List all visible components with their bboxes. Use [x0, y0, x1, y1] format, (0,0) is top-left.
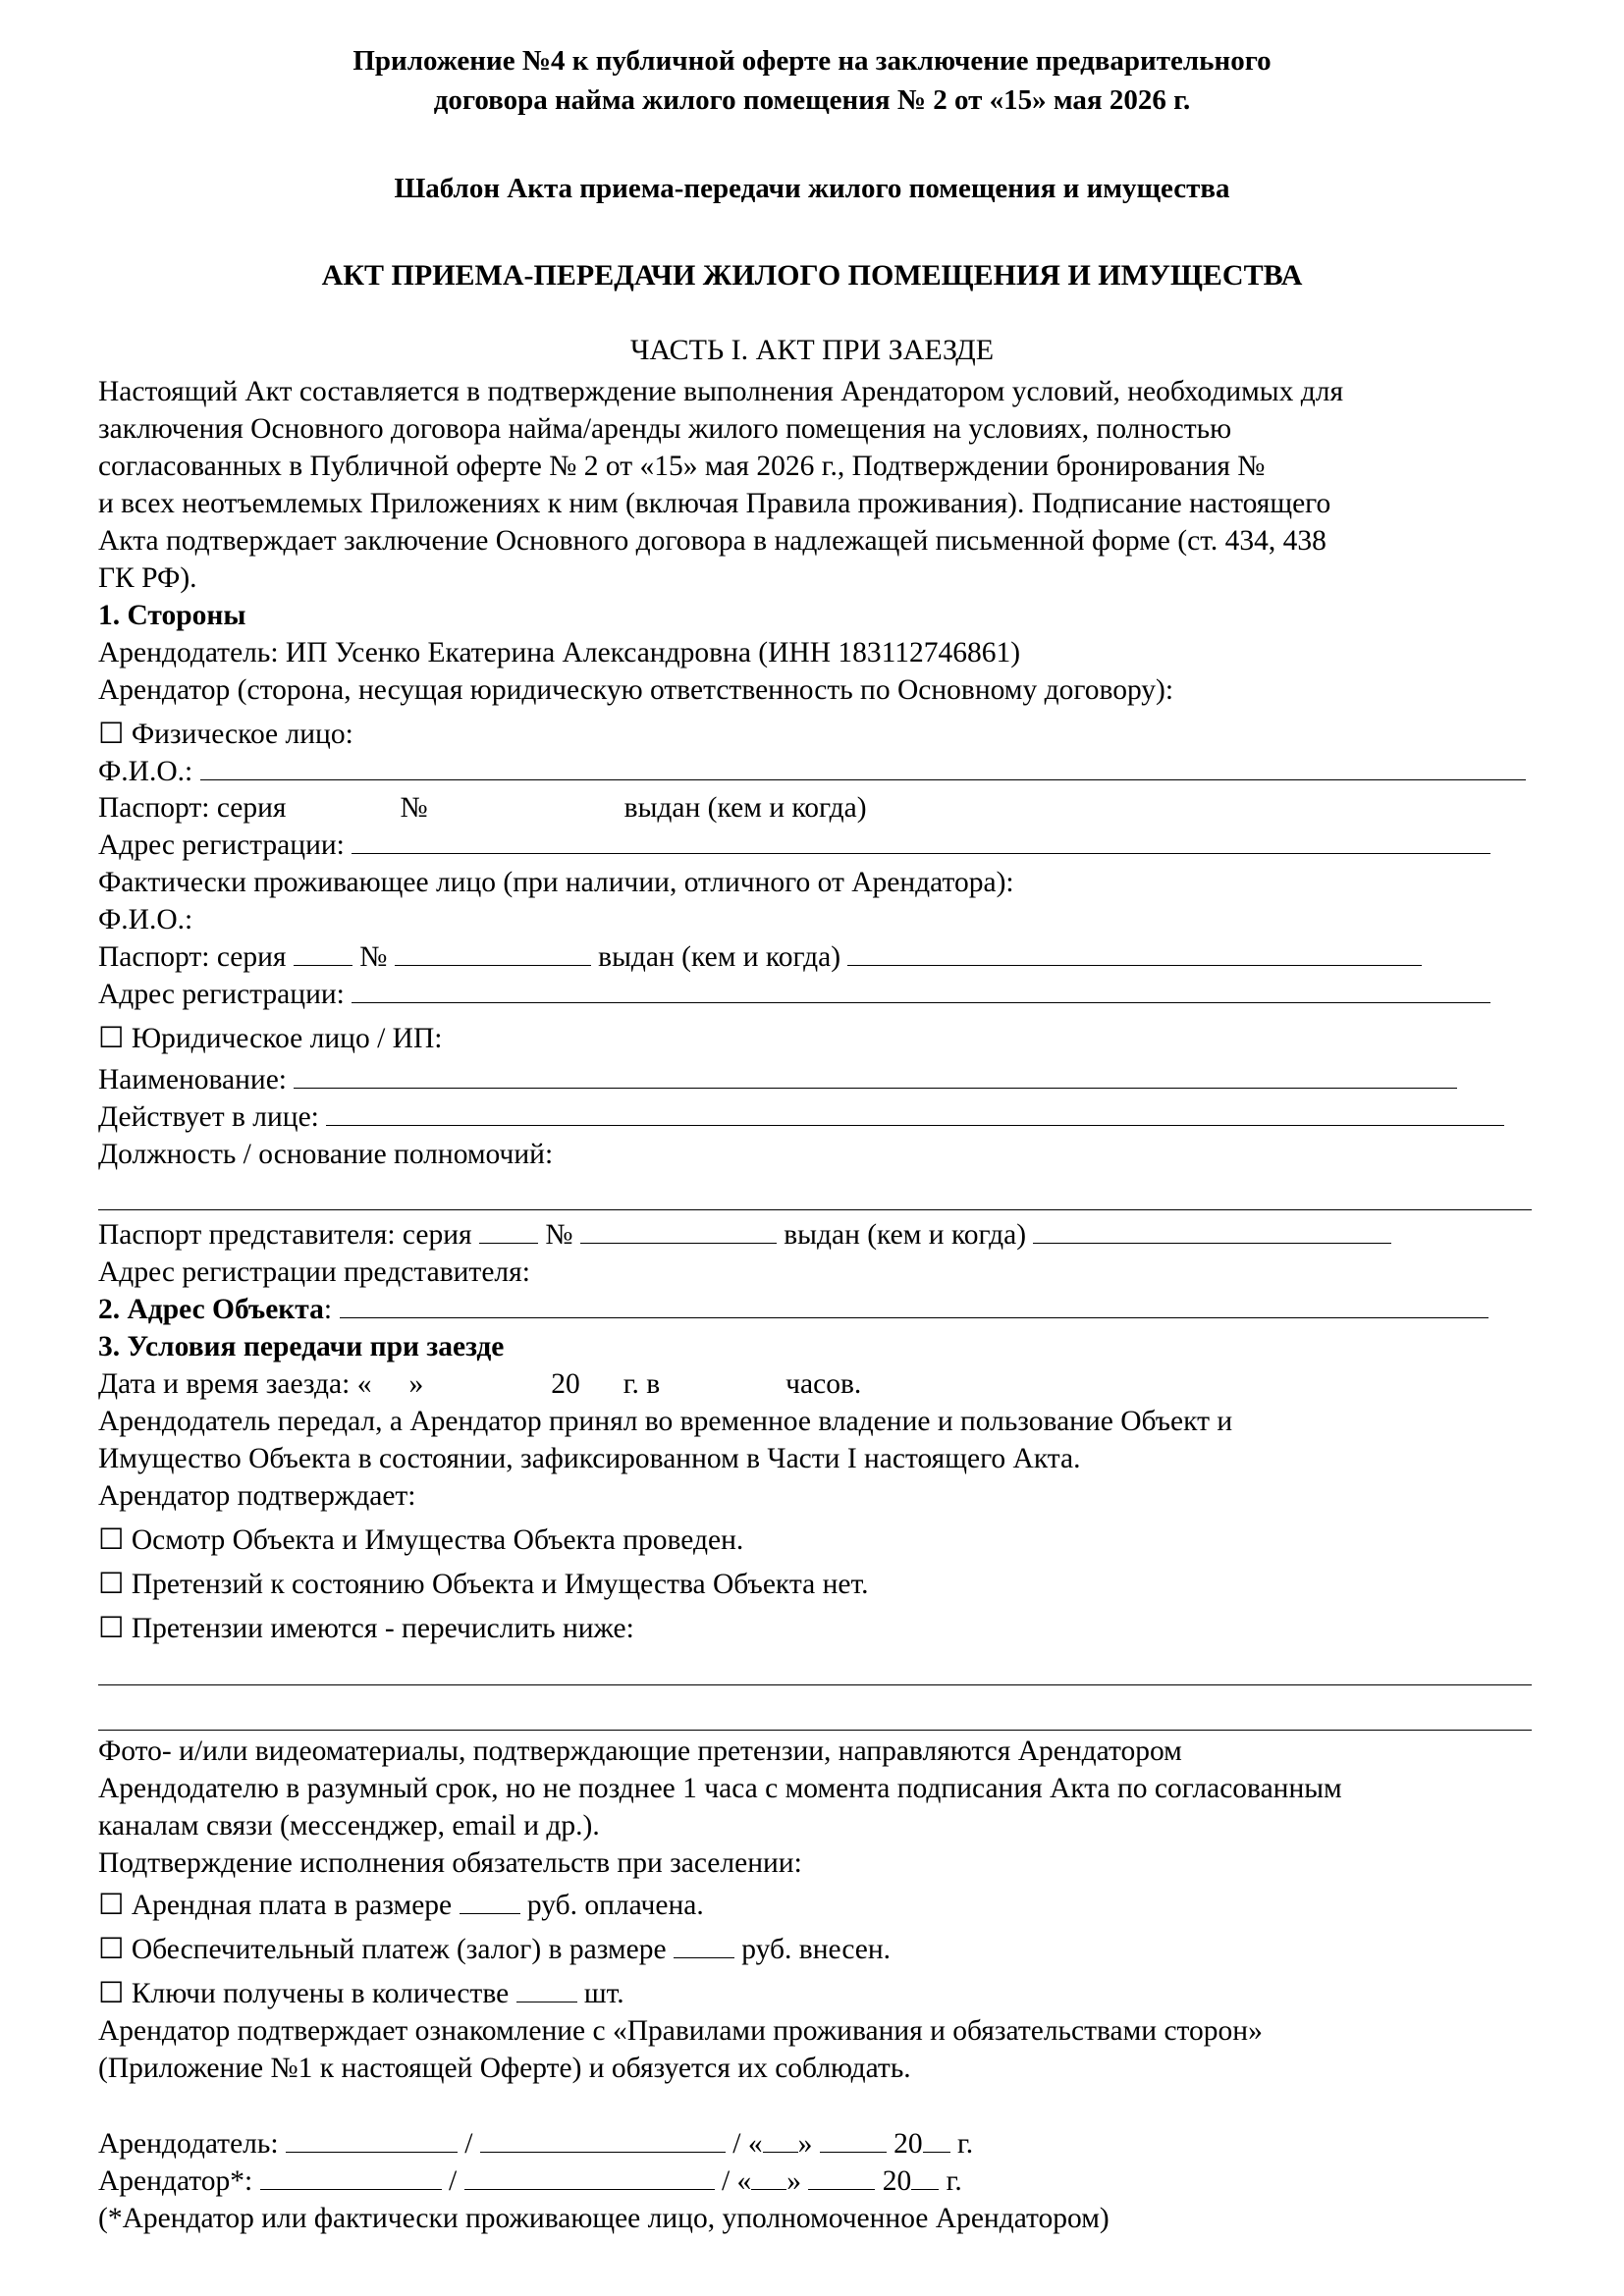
deposit-checkbox[interactable]: ☐ Обеспечительный платеж (залог) в размере	[98, 1934, 667, 1965]
legal-entity-checkbox[interactable]: ☐ Юридическое лицо / ИП:	[98, 1023, 443, 1054]
tenant-g-label: г.	[946, 2165, 962, 2197]
keys-checkbox[interactable]: ☐ Ключи получены в количестве	[98, 1978, 510, 2009]
tenant-signature-label: Арендатор*:	[98, 2165, 253, 2197]
transfer-line-2: Имущество Объекта в состоянии, зафиксированном в Части I настоящего Акта.	[98, 1443, 1081, 1474]
landlord-date-close: »	[797, 2128, 813, 2160]
inspection-checkbox[interactable]: ☐ Осмотр Объекта и Имущества Объекта проведен.	[98, 1524, 744, 1556]
rep-passport-row	[98, 1217, 1391, 1253]
checkin-year-prefix: 20	[551, 1368, 580, 1400]
individual-checkbox[interactable]: ☐ Физическое лицо:	[98, 719, 353, 750]
actual-fio-label: Ф.И.О.:	[98, 904, 193, 935]
acting-row	[98, 1099, 1504, 1135]
signature-note: (*Арендатор или фактически проживающее лицо, уполномоченное Арендатором)	[98, 2203, 1110, 2234]
landlord-month-field[interactable]	[820, 2126, 887, 2153]
confirms-label: Арендатор подтверждает:	[98, 1480, 416, 1512]
passport-number-label: №	[400, 792, 428, 824]
deposit-amount-field[interactable]	[674, 1932, 734, 1958]
rent-amount-field[interactable]	[460, 1888, 520, 1914]
actual-passport-series-field[interactable]	[294, 939, 352, 966]
intro-line-4: и всех неотъемлемых Приложениях к ним (включая Правила проживания). Подписание настоящего	[98, 488, 1331, 519]
actual-address-label: Адрес регистрации:	[98, 979, 345, 1010]
actual-passport-number-label: №	[359, 941, 388, 973]
rent-suffix: руб. оплачена.	[526, 1890, 704, 1921]
name-row	[98, 1062, 1457, 1097]
object-address-row	[98, 1292, 1489, 1327]
landlord-signature-label: Арендодатель:	[98, 2128, 279, 2160]
rep-address-label: Адрес регистрации представителя:	[98, 1256, 530, 1288]
rep-passport-number-label: №	[545, 1219, 573, 1251]
rent-checkbox[interactable]: ☐ Арендная плата в размере	[98, 1890, 453, 1921]
actual-person-line: Фактически проживающее лицо (при наличии, отличного от Арендатора):	[98, 867, 1014, 898]
address-label: Адрес регистрации:	[98, 829, 345, 861]
keys-count-field[interactable]	[516, 1976, 577, 2002]
passport-series-label: Паспорт: серия	[98, 792, 287, 824]
passport-row	[98, 790, 867, 826]
landlord-signature-row	[98, 2126, 973, 2162]
tenant-line: Арендатор (сторона, несущая юридическую ответственность по Основному договору):	[98, 674, 1174, 706]
intro-line-2: заключения Основного договора найма/аренды жилого помещения на условиях, полностью	[98, 413, 1232, 445]
intro-line-3: согласованных в Публичной оферте № 2 от «15» мая 2026 г., Подтверждении бронирования №	[98, 451, 1266, 482]
claims-field-line-2[interactable]	[98, 1730, 1532, 1731]
acting-label: Действует в лице:	[98, 1101, 319, 1133]
landlord-year-prefix: 20	[893, 2128, 923, 2160]
photo-line-2: Арендодателю в разумный срок, но не позднее 1 часа с момента подписания Акта по согласованным	[98, 1773, 1342, 1804]
no-claims-checkbox[interactable]: ☐ Претензий к состоянию Объекта и Имущества Объекта нет.	[98, 1569, 869, 1600]
intro-line-5: Акта подтверждает заключение Основного договора в надлежащей письменной форме (ст. 434, 438	[98, 525, 1326, 557]
passport-issued-label: выдан (кем и когда)	[623, 792, 867, 824]
checkin-g-label: г. в	[623, 1368, 661, 1400]
rep-passport-series-label: Паспорт представителя: серия	[98, 1219, 472, 1251]
part-title: ЧАСТЬ I. АКТ ПРИ ЗАЕЗДЕ	[629, 334, 995, 366]
appendix-header-line-2: договора найма жилого помещения № 2 от «15» мая 2026 г.	[433, 84, 1191, 116]
photo-line-3: каналам связи (мессенджер, email и др.).	[98, 1810, 600, 1842]
acting-field[interactable]	[326, 1099, 1504, 1126]
checkin-date-label: Дата и время заезда: «	[98, 1368, 372, 1400]
actual-address-row	[98, 977, 1490, 1012]
fio-field[interactable]	[200, 754, 1526, 780]
landlord-g-label: г.	[956, 2128, 974, 2160]
section-3-heading: 3. Условия передачи при заезде	[98, 1331, 505, 1362]
object-address-field[interactable]	[340, 1292, 1489, 1318]
claims-field-line-1[interactable]	[98, 1684, 1532, 1685]
fio-row	[98, 754, 1526, 789]
actual-passport-issued-label: выдан (кем и когда)	[598, 941, 841, 973]
tenant-slash: /	[448, 2165, 458, 2197]
ack-line-1: Арендатор подтверждает ознакомление с «Правилами проживания и обязательствами сторон»	[98, 2015, 1263, 2047]
obligations-label: Подтверждение исполнения обязательств при заселении:	[98, 1847, 802, 1879]
tenant-date-open: / «	[721, 2165, 752, 2197]
tenant-signature-row	[98, 2163, 962, 2199]
template-title: Шаблон Акта приема-передачи жилого помещения и имущества	[394, 173, 1230, 204]
position-label: Должность / основание полномочий:	[98, 1139, 554, 1170]
actual-passport-row	[98, 939, 1422, 975]
ack-line-2: (Приложение №1 к настоящей Оферте) и обязуется их соблюдать.	[98, 2053, 911, 2084]
photo-line-1: Фото- и/или видеоматериалы, подтверждающие претензии, направляются Арендатором	[98, 1735, 1182, 1767]
landlord-year-field[interactable]	[923, 2126, 950, 2153]
tenant-date-close: »	[786, 2165, 802, 2197]
address-row	[98, 828, 1490, 863]
rep-passport-series-field[interactable]	[479, 1217, 538, 1244]
tenant-signature-field[interactable]	[260, 2163, 442, 2190]
checkin-date-row	[98, 1366, 861, 1402]
rep-passport-number-field[interactable]	[580, 1217, 777, 1244]
name-label: Наименование:	[98, 1064, 287, 1095]
position-field[interactable]	[98, 1209, 1532, 1210]
claims-checkbox[interactable]: ☐ Претензии имеются - перечислить ниже:	[98, 1613, 634, 1644]
landlord-date-open: / «	[732, 2128, 763, 2160]
appendix-header-line-1: Приложение №4 к публичной оферте на заключение предварительного	[352, 45, 1272, 77]
rep-passport-issued-field[interactable]	[1033, 1217, 1391, 1244]
actual-passport-number-field[interactable]	[395, 939, 591, 966]
checkin-date-close-quote: »	[408, 1368, 424, 1400]
rent-row	[98, 1888, 704, 1923]
actual-passport-issued-field[interactable]	[847, 939, 1422, 966]
actual-address-field[interactable]	[352, 977, 1490, 1003]
landlord-day-field[interactable]	[763, 2126, 798, 2153]
tenant-year-prefix: 20	[882, 2165, 912, 2197]
landlord-slash: /	[464, 2128, 473, 2160]
fio-label: Ф.И.О.:	[98, 756, 193, 787]
intro-line-1: Настоящий Акт составляется в подтверждение выполнения Арендатором условий, необходимых для	[98, 376, 1344, 407]
tenant-name-field[interactable]	[464, 2163, 715, 2190]
address-field[interactable]	[352, 828, 1490, 854]
landlord-line: Арендодатель: ИП Усенко Екатерина Александровна (ИНН 183112746861)	[98, 637, 1021, 668]
section-2-heading: 2. Адрес Объекта	[98, 1294, 324, 1325]
tenant-month-field[interactable]	[808, 2163, 875, 2190]
section-2-colon: :	[323, 1294, 333, 1325]
name-field[interactable]	[294, 1062, 1457, 1089]
act-title: АКТ ПРИЕМА-ПЕРЕДАЧИ ЖИЛОГО ПОМЕЩЕНИЯ И ИМУЩЕСТВА	[321, 259, 1303, 292]
transfer-line-1: Арендодатель передал, а Арендатор принял во временное владение и пользование Объект и	[98, 1406, 1233, 1437]
keys-row	[98, 1976, 624, 2011]
landlord-signature-field[interactable]	[286, 2126, 458, 2153]
actual-passport-series-label: Паспорт: серия	[98, 941, 287, 973]
tenant-year-field[interactable]	[911, 2163, 939, 2190]
rep-passport-issued-label: выдан (кем и когда)	[784, 1219, 1027, 1251]
landlord-name-field[interactable]	[480, 2126, 726, 2153]
deposit-suffix: руб. внесен.	[741, 1934, 892, 1965]
intro-line-6: ГК РФ).	[98, 562, 197, 594]
keys-suffix: шт.	[583, 1978, 624, 2009]
checkin-hours-label: часов.	[785, 1368, 862, 1400]
deposit-row	[98, 1932, 891, 1967]
tenant-day-field[interactable]	[751, 2163, 786, 2190]
section-1-heading: 1. Стороны	[98, 600, 246, 631]
